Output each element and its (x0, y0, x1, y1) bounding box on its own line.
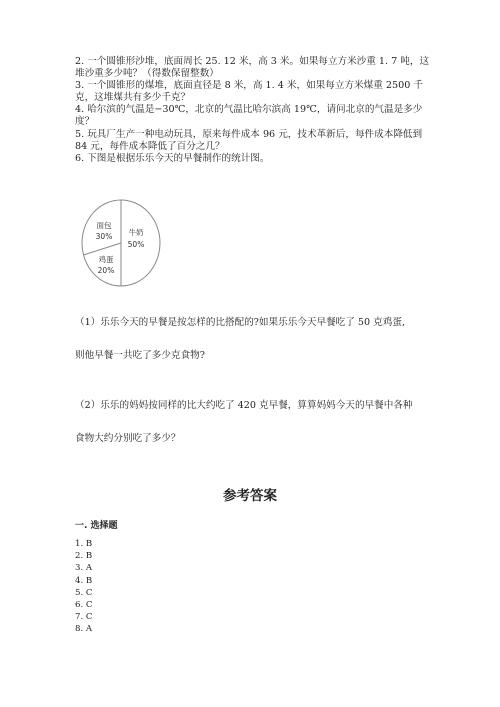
breakfast-pie-chart (80, 198, 162, 288)
problem-2: 2. 一个圆锥形沙堆，底面周长 25. 12 米，高 3 米。如果每立方米沙重 1. 7 吨，这堆沙重多少吨？（得数保留整数） (75, 56, 430, 80)
answer-item: 5. C (75, 587, 93, 598)
problem-list (75, 56, 435, 165)
question-2-line-1: （2）乐乐的妈妈按同样的比大约吃了 420 克早餐，算算妈妈今天的早餐中各种 (75, 400, 413, 411)
answer-item: 2. B (75, 551, 93, 562)
slice-value-egg: 20% (97, 266, 115, 275)
answer-item: 6. C (75, 600, 93, 611)
problem-3: 3. 一个圆锥形的煤堆，底面直径是 8 米，高 1. 4 米，如果每立方米煤重 2500 千克，这堆煤共有多少千克？ (75, 80, 423, 104)
answer-item: 4. B (75, 575, 93, 586)
answer-item: 8. A (75, 624, 93, 635)
answer-item: 7. C (75, 612, 93, 623)
slice-label-bread: 面包 (96, 221, 112, 230)
problem-4: 4. 哈尔滨的气温是−30℃，北京的气温比哈尔滨高 19℃，请问北京的气温是多少度？ (75, 104, 423, 128)
question-1-line-2: 则他早餐一共吃了多少克食物? (75, 350, 205, 361)
answer-list (75, 538, 93, 636)
slice-label-egg: 鸡蛋 (98, 255, 114, 264)
question-1-line-1: （1）乐乐今天的早餐是按怎样的比搭配的?如果乐乐今天早餐吃了 50 克鸡蛋, (75, 317, 406, 328)
answer-title: 参考答案 (223, 488, 277, 504)
slice-value-milk: 50% (127, 240, 145, 249)
slice-value-bread: 30% (95, 232, 113, 241)
question-2-line-2: 食物大约分别吃了多少？ (75, 433, 181, 444)
answer-item: 3. A (75, 563, 93, 574)
answer-item: 1. B (75, 539, 93, 549)
problem-5: 5. 玩具厂生产一种电动玩具，原来每件成本 96 元，技术革新后，每件成本降低到 84 元，每件成本降低了百分之几？ (75, 128, 423, 152)
problem-6: 6. 下图是根据乐乐今天的早餐制作的统计图。 (75, 152, 270, 164)
slice-label-milk: 牛奶 (128, 228, 144, 237)
section-title: 一. 选择题 (75, 521, 118, 531)
